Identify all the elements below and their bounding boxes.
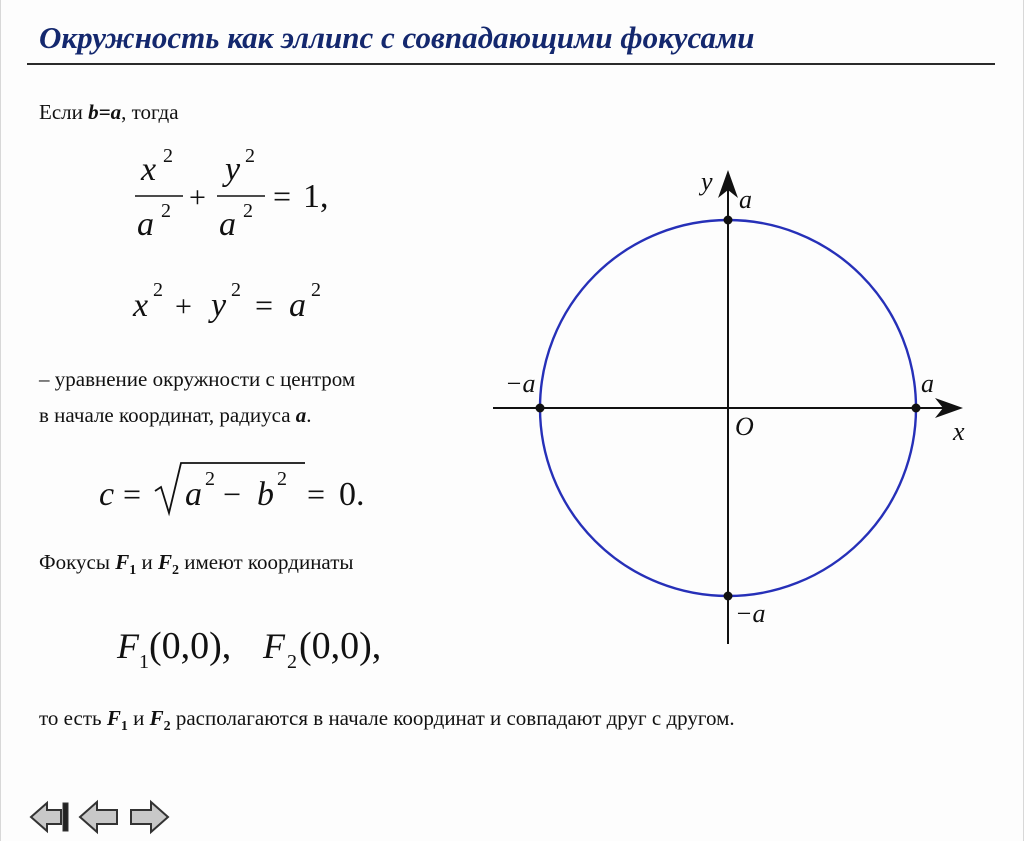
foci-suffix: имеют координаты	[178, 550, 354, 574]
f2-exp: 2	[153, 279, 163, 301]
f1-denominator-a: a	[219, 206, 236, 243]
description-prefix: в начале координат, радиуса	[39, 403, 296, 427]
circle-equation-formula	[129, 272, 349, 332]
f2-plus: +	[175, 290, 192, 323]
f2-exp: 2	[311, 279, 321, 301]
nav-first-button[interactable]	[27, 797, 71, 837]
y-axis-label: y	[701, 167, 713, 196]
right-label: a	[921, 369, 934, 398]
f4-coord1: (0,0),	[149, 625, 232, 667]
f1-numerator-x: x	[141, 151, 157, 188]
left-arrow-icon	[80, 802, 117, 832]
f1-exp: 2	[163, 145, 173, 167]
ellipse-equation-formula	[121, 140, 361, 250]
f1-exp: 2	[245, 145, 255, 167]
right-arrow-icon	[131, 802, 168, 832]
description-line-2	[39, 403, 312, 428]
focus-f1: $F_1$	[106, 706, 128, 735]
f3-minus: −	[223, 476, 242, 512]
foci-coordinates-formula	[113, 610, 403, 680]
origin-label: O	[735, 412, 754, 441]
slide-title: Окружность как эллипс с совпадающими фокусами	[39, 20, 755, 55]
f1-denominator-a: a	[137, 206, 154, 243]
description-line-1: – уравнение окружности с центром	[39, 367, 356, 391]
f3-c: c	[99, 476, 115, 513]
f2-x: x	[133, 287, 149, 324]
f2-a: a	[289, 287, 306, 324]
focus-f1: $F_1$	[115, 550, 137, 579]
focal-distance-formula	[93, 455, 393, 525]
first-arrow-icon	[31, 803, 68, 831]
conclusion-line	[39, 706, 735, 735]
f1-equals: =	[273, 178, 292, 214]
f1-exp: 2	[161, 200, 171, 222]
bottom-label: −a	[735, 599, 766, 628]
f1-exp: 2	[243, 200, 253, 222]
point-top	[724, 216, 733, 225]
f3-equals: =	[307, 476, 326, 512]
circle-graph	[481, 160, 981, 650]
f3-exp: 2	[205, 468, 215, 490]
f4-coord2: (0,0),	[299, 625, 382, 667]
f3-rhs: 0.	[339, 476, 365, 513]
conclusion-and: и	[127, 706, 150, 730]
point-left	[536, 404, 545, 413]
left-label: −a	[505, 369, 536, 398]
foci-prefix: Фокусы	[39, 550, 116, 574]
point-right	[912, 404, 921, 413]
conclusion-suffix: располагаются в начале координат и совпадают друг с другом.	[170, 706, 735, 730]
f4-sub1: 1	[139, 651, 149, 673]
f1-rhs: 1,	[303, 178, 329, 215]
f3-a: a	[185, 476, 202, 513]
f4-f2: F	[263, 626, 285, 666]
intro-line	[39, 100, 179, 125]
description-suffix: .	[306, 403, 312, 427]
point-bottom	[724, 592, 733, 601]
intro-prefix: Если	[39, 100, 89, 124]
conclusion-prefix: то есть	[39, 706, 107, 730]
foci-line	[39, 550, 354, 579]
nav-next-button[interactable]	[127, 797, 171, 837]
f2-exp: 2	[231, 279, 241, 301]
f1-numerator-y: y	[225, 151, 241, 188]
intro-suffix: , тогда	[121, 100, 179, 124]
f1-plus: +	[189, 181, 206, 214]
intro-condition: b=a	[88, 100, 122, 124]
title-divider	[27, 63, 995, 65]
focus-f2: $F_2$	[149, 706, 171, 735]
f4-sub2: 2	[287, 651, 297, 673]
f3-exp: 2	[277, 468, 287, 490]
f2-y: y	[211, 287, 227, 324]
focus-f2: $F_2$	[157, 550, 179, 579]
f3-b: b	[257, 476, 274, 513]
x-axis-label: x	[953, 417, 965, 446]
f2-equals: =	[255, 287, 274, 323]
nav-prev-button[interactable]	[77, 797, 121, 837]
f3-equals: =	[123, 476, 142, 512]
slide-navigation	[27, 797, 171, 837]
foci-and: и	[136, 550, 158, 574]
radius-variable: a	[295, 403, 307, 427]
f4-f1: F	[117, 626, 139, 666]
top-label: a	[739, 185, 752, 214]
